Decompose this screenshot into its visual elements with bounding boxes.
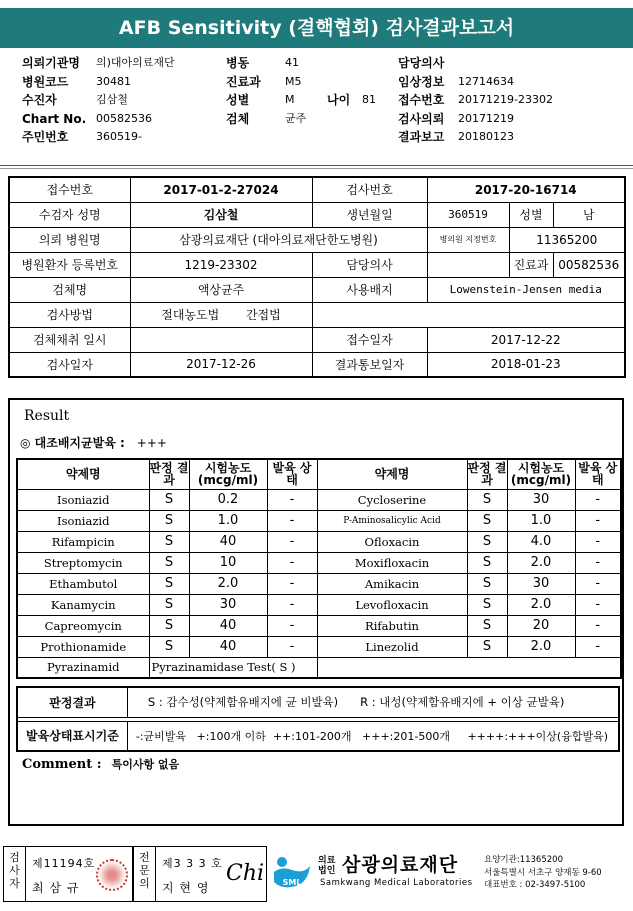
report-value: 20180123 <box>458 130 514 143</box>
cell-g2: - <box>575 531 621 552</box>
medium: Lowenstein-Jensen media <box>427 277 625 302</box>
cell-g1: - <box>267 531 317 552</box>
cell-c1: 2.0 <box>189 573 267 594</box>
cell-r2: S <box>467 594 507 615</box>
cell-d1: Streptomycin <box>17 552 149 573</box>
table-row <box>17 531 621 552</box>
cell-c1: 1.0 <box>189 510 267 531</box>
receipt-value: 20171219-23302 <box>458 93 553 106</box>
control-label: ◎ 대조배지균발육 : <box>20 436 125 450</box>
tester-name: 최 삼 규 <box>32 881 80 895</box>
cell-d2: P-Aminosalicylic Acid <box>317 510 467 531</box>
cell-r1: S <box>149 489 189 510</box>
cell-g1: - <box>267 615 317 636</box>
patient-info-table <box>8 176 626 378</box>
judge-text: S : 감수성(약제함유배지에 균 비발육) R : 내성(약제함유배지에 + 이상 균발육) <box>127 687 619 717</box>
cell-g1: - <box>267 636 317 657</box>
cell-r2: S <box>467 489 507 510</box>
reg-no: 1219-23302 <box>130 252 312 277</box>
receipt-label: 접수번호 <box>398 93 445 107</box>
cell-r1: S <box>149 510 189 531</box>
request-value: 20171219 <box>458 111 514 125</box>
cell-d2: Moxifloxacin <box>317 552 467 573</box>
cell-g1: - <box>267 510 317 531</box>
specialist-label <box>134 847 156 901</box>
cell-c2: 2.0 <box>507 636 575 657</box>
cell-c2: 30 <box>507 573 575 594</box>
table-row <box>17 721 619 751</box>
specimen: 액상균주 <box>130 277 312 302</box>
dept-label: 진료과 <box>509 252 553 277</box>
patient-label: 수진자 <box>22 93 57 107</box>
clinical-label: 임상정보 <box>398 74 445 89</box>
tester-label <box>4 847 26 901</box>
growth-text: -:균비발육 +:100개 이하 ++:101-200개 +++:201-500개 ++++:+++이상(융합발육) <box>127 721 619 751</box>
cell-g1: - <box>267 552 317 573</box>
cell-g2: - <box>575 594 621 615</box>
chart-label: Chart No. <box>22 111 87 126</box>
sex-label: 성별 <box>226 93 250 107</box>
table-row <box>17 510 621 531</box>
resident-value: 360519- <box>96 130 142 143</box>
cell-r1: S <box>149 531 189 552</box>
dept: 00582536 <box>553 252 625 277</box>
sex: 남 <box>553 202 625 227</box>
specialist-box <box>133 846 267 902</box>
comment <box>22 756 179 772</box>
empty-cell <box>312 302 625 327</box>
cell-c2: 2.0 <box>507 594 575 615</box>
logo-mark-text: SML <box>282 878 302 887</box>
report-title: AFB Sensitivity (결핵협회) 검사결과보고서 <box>0 8 633 48</box>
cell-d1: Rifampicin <box>17 531 149 552</box>
col-header: 시험농도 (mcg/ml) <box>189 459 267 489</box>
chart-value: 00582536 <box>96 111 152 125</box>
doctor-label: 담당의사 <box>312 252 427 277</box>
footer <box>0 842 633 911</box>
divider <box>0 168 633 169</box>
cell-r2: S <box>467 531 507 552</box>
table-row <box>9 277 625 302</box>
clinical-value: 12714634 <box>458 74 514 88</box>
collect-label: 검체채취 일시 <box>9 327 130 352</box>
dob-label: 생년월일 <box>312 202 427 227</box>
method-1: 절대농도법 <box>161 308 220 322</box>
method <box>130 302 312 327</box>
ward-value: 41 <box>285 56 299 69</box>
notify-date: 2018-01-23 <box>427 352 625 377</box>
cell-g1: - <box>267 573 317 594</box>
cell-d2: Linezolid <box>317 636 467 657</box>
table-row <box>17 552 621 573</box>
cell-c2: 20 <box>507 615 575 636</box>
cell-d2: Cycloserine <box>317 489 467 510</box>
hospcode-value: 30481 <box>96 74 131 88</box>
cell-g2: - <box>575 636 621 657</box>
logo-english: Samkwang Medical Laboratories <box>320 878 473 888</box>
cell-g2: - <box>575 615 621 636</box>
receipt-no: 2017-01-2-27024 <box>130 177 312 202</box>
company-logo <box>270 846 630 904</box>
sex-value: M <box>285 93 295 106</box>
col-header: 약제명 <box>317 459 467 489</box>
method-label: 검사방법 <box>9 302 130 327</box>
recv-label: 접수일자 <box>312 327 427 352</box>
col-header: 약제명 <box>17 459 149 489</box>
recv-date: 2017-12-22 <box>427 327 625 352</box>
table-row <box>9 327 625 352</box>
cell-g2: - <box>575 552 621 573</box>
col-header: 판정 결과 <box>467 459 507 489</box>
cell-r2: S <box>467 510 507 531</box>
cell-c2: 2.0 <box>507 552 575 573</box>
name-label: 수검자 성명 <box>9 202 130 227</box>
hospital-label: 의뢰기관명 <box>22 56 80 70</box>
col-header: 판정 결과 <box>149 459 189 489</box>
col-header: 발육 상태 <box>575 459 621 489</box>
doctor <box>427 252 509 277</box>
test-no-label: 검사번호 <box>312 177 427 202</box>
pyrazinamide-test: Pyrazinamidase Test( S ) <box>149 657 317 678</box>
notify-label: 결과통보일자 <box>312 352 427 377</box>
cell-g2: - <box>575 510 621 531</box>
cell-d2: Rifabutin <box>317 615 467 636</box>
cell-d1: Ethambutol <box>17 573 149 594</box>
dept-value: M5 <box>285 74 302 88</box>
col-header: 발육 상태 <box>267 459 317 489</box>
logo-name: 삼광의료재단 <box>342 854 459 876</box>
cell-d2: Amikacin <box>317 573 467 594</box>
cell-d1: Isoniazid <box>17 489 149 510</box>
col-header: 시험농도 (mcg/ml) <box>507 459 575 489</box>
test-no: 2017-20-16714 <box>427 177 625 202</box>
table-row <box>17 573 621 594</box>
request-label: 검사의뢰 <box>398 111 445 126</box>
cell-r2: S <box>467 573 507 594</box>
cell-d2: Ofloxacin <box>317 531 467 552</box>
cell-r1: S <box>149 552 189 573</box>
medium-label: 사용배지 <box>312 277 427 302</box>
cell-d1: Kanamycin <box>17 594 149 615</box>
judge-label: 판정결과 <box>17 687 127 717</box>
info-line: 요양기관:11365200 <box>484 855 563 865</box>
receipt-no-label: 접수번호 <box>9 177 130 202</box>
designated-no: 11365200 <box>509 227 625 252</box>
patient-value: 김삼철 <box>96 93 128 106</box>
sml-logo-icon <box>270 852 314 896</box>
cell-c2: 4.0 <box>507 531 575 552</box>
sex-label: 성별 <box>509 202 553 227</box>
cell-g2: - <box>575 573 621 594</box>
cell-g1: - <box>267 489 317 510</box>
cell-g2: - <box>575 489 621 510</box>
specimen-value: 균주 <box>285 111 307 125</box>
hospital-value: 의)대아의료재단 <box>96 56 175 69</box>
drug-sensitivity-table <box>16 458 622 679</box>
cell-r2: S <box>467 615 507 636</box>
dob: 360519 <box>427 202 509 227</box>
resident-label: 주민번호 <box>22 130 69 144</box>
cell-d2: Levofloxacin <box>317 594 467 615</box>
info-line: 대표번호 : 02-3497-5100 <box>484 880 586 890</box>
cell-c1: 40 <box>189 615 267 636</box>
growth-label: 발육상태표시기준 <box>17 721 127 751</box>
tester-no: 제11194호 <box>32 857 96 870</box>
divider <box>0 165 633 166</box>
specialist-no: 제3 3 3 호 <box>162 857 223 870</box>
cell-d1: Isoniazid <box>17 510 149 531</box>
cell-d1: Prothionamide <box>17 636 149 657</box>
test-date-label: 검사일자 <box>9 352 130 377</box>
table-row <box>9 252 625 277</box>
comment-label: Comment : <box>22 757 102 772</box>
hospital-label: 의뢰 병원명 <box>9 227 130 252</box>
cell-r1: S <box>149 615 189 636</box>
age-label: 나이 <box>327 93 351 107</box>
company-info <box>484 854 602 892</box>
cell-g1: - <box>267 594 317 615</box>
pyrazinamide-row <box>17 657 621 678</box>
table-row <box>17 636 621 657</box>
doctor-label: 담당의사 <box>398 56 445 70</box>
method-2: 간접법 <box>245 308 281 322</box>
cell-r1: S <box>149 594 189 615</box>
cell-r1: S <box>149 573 189 594</box>
hospcode-label: 병원코드 <box>22 74 69 89</box>
tester-label-text: 검사자 <box>9 851 20 890</box>
result-title: Result <box>24 408 70 424</box>
cell-c1: 40 <box>189 531 267 552</box>
table-row <box>9 177 625 202</box>
cell-c2: 1.0 <box>507 510 575 531</box>
cell-c1: 10 <box>189 552 267 573</box>
cell-c1: 40 <box>189 636 267 657</box>
table-row <box>9 352 625 377</box>
report-header <box>22 54 622 147</box>
cell-c2: 30 <box>507 489 575 510</box>
cell-c1: 30 <box>189 594 267 615</box>
table-row <box>17 594 621 615</box>
name: 김삼철 <box>130 202 312 227</box>
comment-value: 특이사항 없음 <box>111 758 180 771</box>
dept-label: 진료과 <box>226 74 261 89</box>
control-growth <box>20 434 167 451</box>
table-row <box>17 615 621 636</box>
table-row <box>9 302 625 327</box>
cell-r2: S <box>467 636 507 657</box>
age-value: 81 <box>362 93 376 106</box>
table-row <box>17 489 621 510</box>
hospital: 삼광의료재단 (대아의료재단한도병원) <box>130 227 427 252</box>
designated-label: 병의원 지정번호 <box>427 227 509 252</box>
reg-label: 병원환자 등록번호 <box>9 252 130 277</box>
pyrazinamide-drug: Pyrazinamid <box>17 657 149 678</box>
cell-d1: Capreomycin <box>17 615 149 636</box>
table-row <box>17 687 619 717</box>
legend-table <box>16 686 620 752</box>
tester-box <box>3 846 133 902</box>
table-header-row <box>17 459 621 489</box>
ward-label: 병동 <box>226 56 250 70</box>
specimen-label: 검체 <box>226 111 250 126</box>
table-row <box>9 227 625 252</box>
logo-small: 의료 법인 <box>318 856 336 876</box>
seal-icon <box>96 859 128 891</box>
cell-r2: S <box>467 552 507 573</box>
collect <box>130 327 312 352</box>
report-label: 결과보고 <box>398 130 445 144</box>
signature: Chi <box>226 861 265 886</box>
table-row <box>9 202 625 227</box>
test-date: 2017-12-26 <box>130 352 312 377</box>
cell-c1: 0.2 <box>189 489 267 510</box>
specialist-name: 지 현 영 <box>162 881 210 895</box>
cell-r1: S <box>149 636 189 657</box>
control-value: +++ <box>136 436 167 450</box>
info-line: 서울특별시 서초구 양재동 9-60 <box>484 867 602 878</box>
specimen-label: 검체명 <box>9 277 130 302</box>
specialist-label-text: 전문의 <box>139 851 150 890</box>
empty-cell <box>317 657 621 678</box>
